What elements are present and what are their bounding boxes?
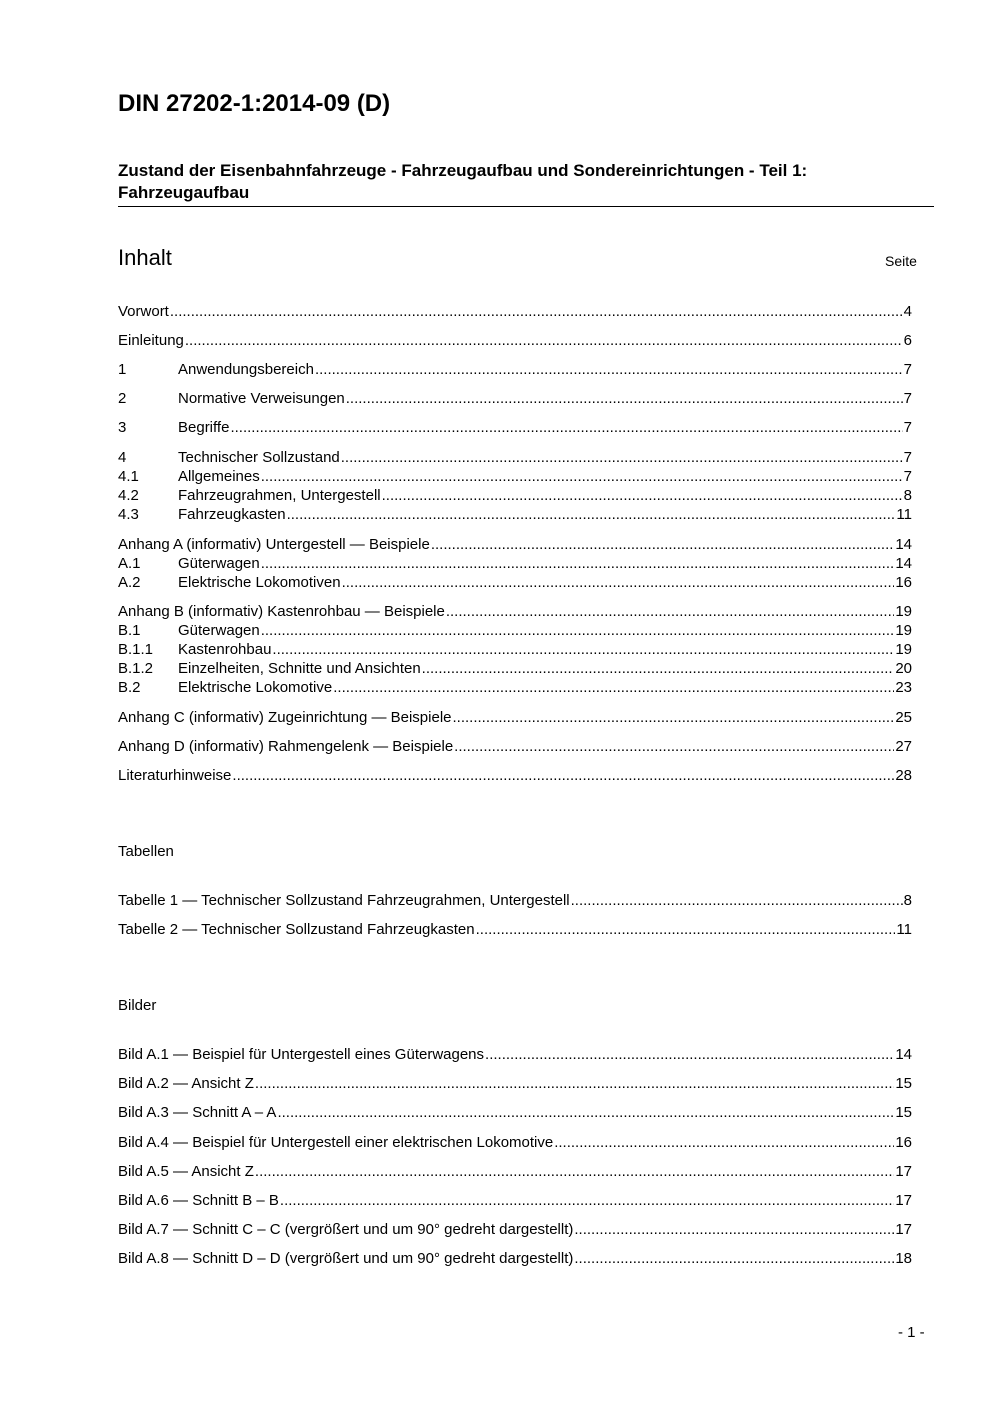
figure-entry-page: 17 xyxy=(895,1163,912,1180)
toc-entry-text: Technischer Sollzustand xyxy=(178,449,340,466)
leader-dots xyxy=(232,766,894,785)
leader-dots xyxy=(554,1133,894,1152)
toc-entry-text: Literaturhinweise xyxy=(118,767,232,784)
leader-dots xyxy=(261,467,903,486)
toc-entry-page: 7 xyxy=(903,419,912,436)
figure-entry[interactable] xyxy=(118,1103,912,1122)
toc-entry-page: 20 xyxy=(895,660,912,677)
toc-entry[interactable] xyxy=(118,640,912,659)
document-subtitle: Zustand der Eisenbahnfahrzeuge - Fahrzeugaufbau und Sondereinrichtungen - Teil 1: Fahrzeugaufbau xyxy=(118,161,808,202)
leader-dots xyxy=(454,737,894,756)
figure-entry-page: 18 xyxy=(895,1250,912,1267)
leader-dots xyxy=(446,602,894,621)
table-entry-text: Tabelle 2 — Technischer Sollzustand Fahrzeugkasten xyxy=(118,921,475,938)
toc-entry-number: B.1.1 xyxy=(118,641,154,658)
toc-entry-page: 14 xyxy=(895,555,912,572)
table-entry-page: 11 xyxy=(896,921,912,938)
toc-entry[interactable] xyxy=(118,331,912,350)
toc-entry-text: Anwendungsbereich xyxy=(178,361,314,378)
figure-entry-text: Bild A.7 — Schnitt C – C (vergrößert und um 90° gedreht dargestellt) xyxy=(118,1221,574,1238)
leader-dots xyxy=(333,678,894,697)
toc-entry-number: 1 xyxy=(118,361,127,378)
toc-entry-text: Einzelheiten, Schnitte und Ansichten xyxy=(178,660,421,677)
leader-dots xyxy=(485,1045,894,1064)
leader-dots xyxy=(315,360,903,379)
figure-entry-text: Bild A.2 — Ansicht Z xyxy=(118,1075,254,1092)
title-divider xyxy=(118,206,934,207)
toc-entry-page: 14 xyxy=(895,536,912,553)
page-number: - 1 - xyxy=(898,1324,925,1341)
table-entry[interactable] xyxy=(118,891,912,910)
toc-entry[interactable] xyxy=(118,486,912,505)
toc-entry-number: 4.3 xyxy=(118,506,139,523)
toc-entry-text: Fahrzeugrahmen, Untergestell xyxy=(178,487,381,504)
leader-dots xyxy=(574,1220,894,1239)
figure-entry-page: 17 xyxy=(895,1192,912,1209)
figure-entry-page: 15 xyxy=(895,1104,912,1121)
leader-dots xyxy=(255,1162,894,1181)
toc-entry[interactable] xyxy=(118,766,912,785)
toc-entry-number: A.1 xyxy=(118,555,141,572)
toc-entry-number: B.1 xyxy=(118,622,141,639)
toc-entry-number: 2 xyxy=(118,390,127,407)
leader-dots xyxy=(255,1074,894,1093)
toc-entry[interactable] xyxy=(118,448,912,467)
leader-dots xyxy=(571,891,903,910)
table-entry-page: 8 xyxy=(903,892,912,909)
leader-dots xyxy=(431,535,894,554)
toc-entry-page: 16 xyxy=(895,574,912,591)
figure-entry[interactable] xyxy=(118,1074,912,1093)
table-entry-text: Tabelle 1 — Technischer Sollzustand Fahrzeugrahmen, Untergestell xyxy=(118,892,570,909)
toc-entry-number: B.2 xyxy=(118,679,141,696)
leader-dots xyxy=(230,418,902,437)
toc-entry-page: 27 xyxy=(895,738,912,755)
toc-entry-text: Normative Verweisungen xyxy=(178,390,345,407)
leader-dots xyxy=(382,486,903,505)
toc-entry-number: 4.2 xyxy=(118,487,139,504)
figure-entry-text: Bild A.6 — Schnitt B – B xyxy=(118,1192,279,1209)
toc-entry[interactable] xyxy=(118,659,912,678)
toc-entry[interactable] xyxy=(118,737,912,756)
toc-entry-text: Kastenrohbau xyxy=(178,641,272,658)
leader-dots xyxy=(341,448,903,467)
toc-entry-text: Elektrische Lokomotive xyxy=(178,679,333,696)
figure-entry-text: Bild A.8 — Schnitt D – D (vergrößert und um 90° gedreht dargestellt) xyxy=(118,1250,574,1267)
leader-dots xyxy=(476,920,896,939)
figure-entry-page: 15 xyxy=(895,1075,912,1092)
toc-entry[interactable] xyxy=(118,360,912,379)
toc-entry-text: Begriffe xyxy=(178,419,230,436)
toc-entry-page: 7 xyxy=(903,468,912,485)
toc-entry[interactable] xyxy=(118,708,912,727)
toc-entry[interactable] xyxy=(118,505,912,524)
toc-entry-number: 3 xyxy=(118,419,127,436)
leader-dots xyxy=(342,573,895,592)
figure-entry[interactable] xyxy=(118,1191,912,1210)
figure-entry-text: Bild A.4 — Beispiel für Untergestell einer elektrischen Lokomotive xyxy=(118,1134,554,1151)
toc-entry[interactable] xyxy=(118,302,912,321)
toc-entry[interactable] xyxy=(118,535,912,554)
toc-entry-number: B.1.2 xyxy=(118,660,154,677)
toc-entry-page: 11 xyxy=(896,506,912,523)
toc-page-label: Seite xyxy=(885,253,917,269)
leader-dots xyxy=(453,708,895,727)
toc-entry-text: Elektrische Lokomotiven xyxy=(178,574,341,591)
leader-dots xyxy=(422,659,895,678)
figure-entry[interactable] xyxy=(118,1162,912,1181)
figure-entry-text: Bild A.5 — Ansicht Z xyxy=(118,1163,254,1180)
toc-entry-text: Fahrzeugkasten xyxy=(178,506,286,523)
toc-entry-text: Anhang C (informativ) Zugeinrichtung — Beispiele xyxy=(118,709,452,726)
figure-entry-page: 16 xyxy=(895,1134,912,1151)
figure-entry[interactable] xyxy=(118,1249,912,1268)
figure-entry-text: Bild A.3 — Schnitt A – A xyxy=(118,1104,277,1121)
figure-entry-page: 14 xyxy=(895,1046,912,1063)
toc-entry-page: 19 xyxy=(895,641,912,658)
toc-entry-text: Anhang B (informativ) Kastenrohbau — Beispiele xyxy=(118,603,445,620)
toc-entry[interactable] xyxy=(118,418,912,437)
toc-entry[interactable] xyxy=(118,678,912,697)
toc-entry-number: 4.1 xyxy=(118,468,139,485)
leader-dots xyxy=(272,640,894,659)
toc-entry[interactable] xyxy=(118,554,912,573)
toc-entry-text: Güterwagen xyxy=(178,555,260,572)
leader-dots xyxy=(170,302,903,321)
toc-entry[interactable] xyxy=(118,467,912,486)
toc-entry-page: 23 xyxy=(895,679,912,696)
figure-entry[interactable] xyxy=(118,1220,912,1239)
toc-entry-page: 7 xyxy=(903,361,912,378)
leader-dots xyxy=(280,1191,894,1210)
toc-entry-page: 8 xyxy=(903,487,912,504)
figure-entry-page: 17 xyxy=(895,1221,912,1238)
toc-entry-text: Vorwort xyxy=(118,303,169,320)
figure-entry[interactable] xyxy=(118,1133,912,1152)
toc-heading: Inhalt xyxy=(118,245,172,270)
table-entry[interactable] xyxy=(118,920,912,939)
toc-entry[interactable] xyxy=(118,573,912,592)
toc-entry-text: Allgemeines xyxy=(178,468,260,485)
toc-entry-number: 4 xyxy=(118,449,127,466)
toc-entry[interactable] xyxy=(118,602,912,621)
toc-entry-page: 28 xyxy=(895,767,912,784)
toc-entry-page: 4 xyxy=(903,303,912,320)
leader-dots xyxy=(277,1103,894,1122)
toc-entry-page: 7 xyxy=(903,449,912,466)
toc-entry[interactable] xyxy=(118,621,912,640)
leader-dots xyxy=(185,331,903,350)
leader-dots xyxy=(574,1249,894,1268)
document-title: DIN 27202-1:2014-09 (D) xyxy=(118,90,391,117)
toc-entry-page: 6 xyxy=(903,332,912,349)
leader-dots xyxy=(261,621,895,640)
leader-dots xyxy=(287,505,896,524)
toc-entry-number: A.2 xyxy=(118,574,141,591)
toc-entry-text: Einleitung xyxy=(118,332,184,349)
toc-entry-text: Güterwagen xyxy=(178,622,260,639)
toc-entry[interactable] xyxy=(118,389,912,408)
toc-entry-page: 19 xyxy=(895,603,912,620)
toc-entry-page: 19 xyxy=(895,622,912,639)
leader-dots xyxy=(346,389,903,408)
toc-entry-text: Anhang A (informativ) Untergestell — Beispiele xyxy=(118,536,430,553)
figures-heading: Bilder xyxy=(118,997,157,1014)
figure-entry[interactable] xyxy=(118,1045,912,1064)
toc-entry-page: 25 xyxy=(895,709,912,726)
tables-heading: Tabellen xyxy=(118,843,174,860)
toc-entry-text: Anhang D (informativ) Rahmengelenk — Beispiele xyxy=(118,738,454,755)
figure-entry-text: Bild A.1 — Beispiel für Untergestell eines Güterwagens xyxy=(118,1046,485,1063)
toc-entry-page: 7 xyxy=(903,390,912,407)
leader-dots xyxy=(261,554,895,573)
